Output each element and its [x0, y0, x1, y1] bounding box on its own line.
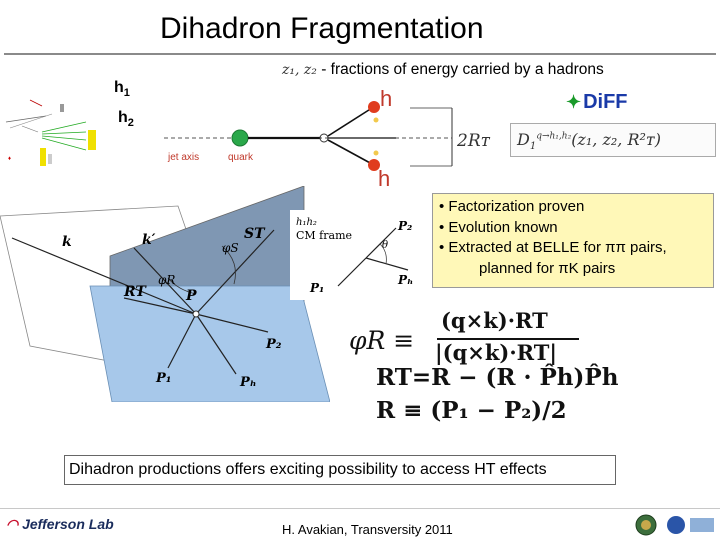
quark-label: quark: [228, 152, 254, 163]
equation-phi-lhs: φR ≡: [349, 326, 415, 355]
hadron-top-dot: [368, 101, 380, 113]
footer-credit: H. Avakian, Transversity 2011: [282, 522, 453, 537]
cm-h1h2: h₁h₂: [296, 217, 317, 228]
hadron-bottom-label: h: [378, 166, 391, 190]
label-k-prime: k′: [142, 232, 156, 248]
hadron-plane-blue: [90, 286, 330, 402]
subtitle-text: - fractions of energy carried by a hadrons: [316, 61, 604, 78]
fact-item: • Factorization proven: [439, 198, 585, 215]
fragmentation-diagram: [160, 80, 510, 190]
slide-title: Dihadron Fragmentation: [160, 12, 484, 45]
label-p2: P₂: [266, 337, 282, 352]
swoosh-icon: ◠: [6, 516, 19, 532]
label-ph: Pₕ: [240, 375, 257, 390]
label-rt: RT: [124, 284, 146, 300]
cm-frame-label: CM frame: [296, 229, 353, 242]
cm-ph: Pₕ: [398, 273, 414, 287]
subtitle-vars: z₁, z₂: [282, 62, 317, 78]
equation-phi-numerator: (q×k)·RT: [441, 308, 548, 333]
equation-r: R ≡ (P₁ − P₂)/2: [376, 397, 567, 424]
jefferson-lab-logo: ◠ Jefferson Lab: [6, 516, 114, 532]
equation-phi-r: [345, 308, 635, 368]
hadron-label-h1: $h_1$: [114, 79, 130, 100]
diff-logo: ✦ DiFF: [566, 91, 628, 113]
jsa-logo-icon: [667, 516, 685, 534]
detector-event-image: [2, 92, 110, 174]
jet-axis-label: jet axis: [168, 152, 200, 163]
equation-phi-denominator: |(q×k)·RT|: [435, 340, 558, 365]
equation-rt: RT=R − (R · P̂h)P̂h: [376, 364, 619, 391]
label-phi-s: φS: [222, 241, 239, 255]
hadron-top-label: h: [380, 86, 393, 111]
cm-frame-inset: [290, 210, 426, 300]
summary-box: Dihadron productions offers exciting possibility to access HT effects: [64, 455, 616, 485]
fact-item: • Extracted at BELLE for ππ pairs,: [439, 239, 667, 256]
label-st: ST: [244, 226, 265, 242]
facts-box: [432, 193, 714, 288]
cm-p2: P₂: [398, 219, 413, 233]
label-k: k: [62, 234, 72, 250]
pt-label: 2Rᴛ: [457, 131, 491, 151]
cm-p1: P₁: [310, 281, 325, 295]
footer-divider: [0, 508, 720, 509]
subtitle: [282, 61, 604, 79]
scattering-planes-diagram: [0, 186, 330, 402]
star-icon: ✦: [566, 92, 582, 112]
sponsor-logos: [634, 512, 718, 538]
hadron-label-h2: $h_2$: [118, 109, 134, 130]
label-p1: P₁: [156, 371, 172, 386]
title-divider: [4, 53, 716, 55]
quark-dot: [232, 130, 248, 146]
diff-formula: $D_1^{q\to h_1,h_2}(z_1$, z₂, R²ᴛ): [510, 123, 716, 157]
fact-item: planned for πK pairs: [479, 259, 616, 277]
svg-text:♦: ♦: [8, 156, 12, 162]
fact-item: • Evolution known: [439, 218, 558, 236]
label-phi-r: φR: [158, 273, 176, 287]
label-p: P: [186, 288, 197, 304]
cm-theta: θ: [382, 240, 389, 251]
